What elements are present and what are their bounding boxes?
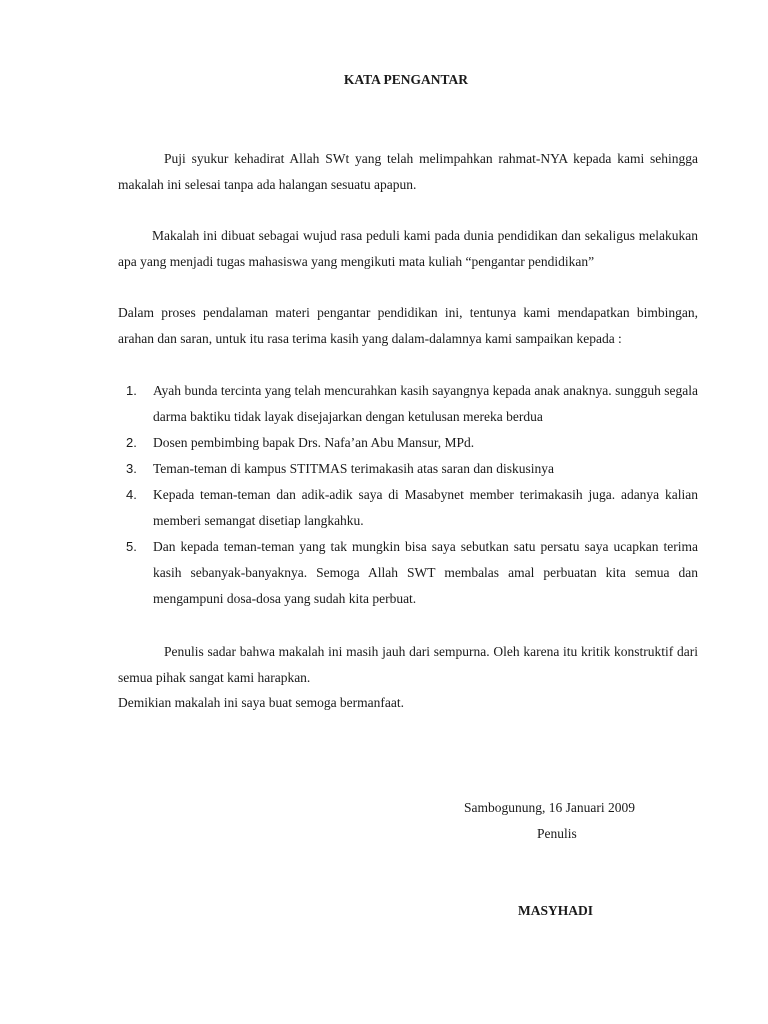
document-title: KATA PENGANTAR	[343, 72, 469, 87]
list-item	[118, 534, 698, 612]
paragraph-opening: Puji syukur kehadirat Allah SWt yang telah melimpahkan rahmat-NYA kepada kami sehingga makalah ini selesai tanpa ada halangan sesuatu apapun.	[118, 151, 698, 192]
paragraph-closing: Penulis sadar bahwa makalah ini masih jauh dari sempurna. Oleh karena itu kritik konstruktif dari semua pihak sangat kami harapkan.	[118, 644, 698, 685]
list-item	[118, 378, 698, 430]
signature-place-date: Sambogunung, 16 Januari 2009	[464, 800, 635, 815]
list-number: 3.	[126, 461, 137, 476]
list-item-text: Dan kepada teman-teman yang tak mungkin bisa saya sebutkan satu persatu saya ucapkan terima kasih sebanyak-banyaknya. Semoga Allah SWT membalas amal perbuatan kita semua dan mengampuni dosa-dosa yang sudah kita perbuat.	[153, 539, 698, 606]
list-item-text: Kepada teman-teman dan adik-adik saya di Masabynet member terimakasih juga. adanya kalian memberi semangat disetiap langkahku.	[153, 487, 698, 528]
list-item-text: Ayah bunda tercinta yang telah mencurahkan kasih sayangnya kepada anak anaknya. sungguh segala darma baktiku tidak layak disejajarkan dengan ketulusan mereka berdua	[153, 383, 698, 424]
list-number: 4.	[126, 487, 137, 502]
paragraph-thanks-intro: Dalam proses pendalaman materi pengantar pendidikan ini, tentunya kami mendapatkan bimbingan, arahan dan saran, untuk itu rasa terima kasih yang dalam-dalamnya kami sampaikan kepada :	[118, 305, 698, 346]
list-item-text: Dosen pembimbing bapak Drs. Nafa’an Abu Mansur, MPd.	[153, 435, 475, 450]
signature-role: Penulis	[537, 826, 577, 841]
paragraph-purpose: Makalah ini dibuat sebagai wujud rasa peduli kami pada dunia pendidikan dan sekaligus melakukan apa yang menjadi tugas mahasiswa yang mengikuti mata kuliah “pengantar pendidikan”	[118, 228, 698, 269]
list-item	[118, 430, 698, 456]
list-item	[118, 482, 698, 534]
list-item	[118, 456, 698, 482]
signature-name: MASYHADI	[518, 903, 594, 918]
list-item-text: Teman-teman di kampus STITMAS terimakasih atas saran dan diskusinya	[153, 461, 554, 476]
thanks-list	[118, 378, 698, 612]
list-number: 5.	[126, 539, 137, 554]
paragraph-final: Demikian makalah ini saya buat semoga bermanfaat.	[118, 695, 405, 710]
list-number: 1.	[126, 383, 137, 398]
list-number: 2.	[126, 435, 137, 450]
